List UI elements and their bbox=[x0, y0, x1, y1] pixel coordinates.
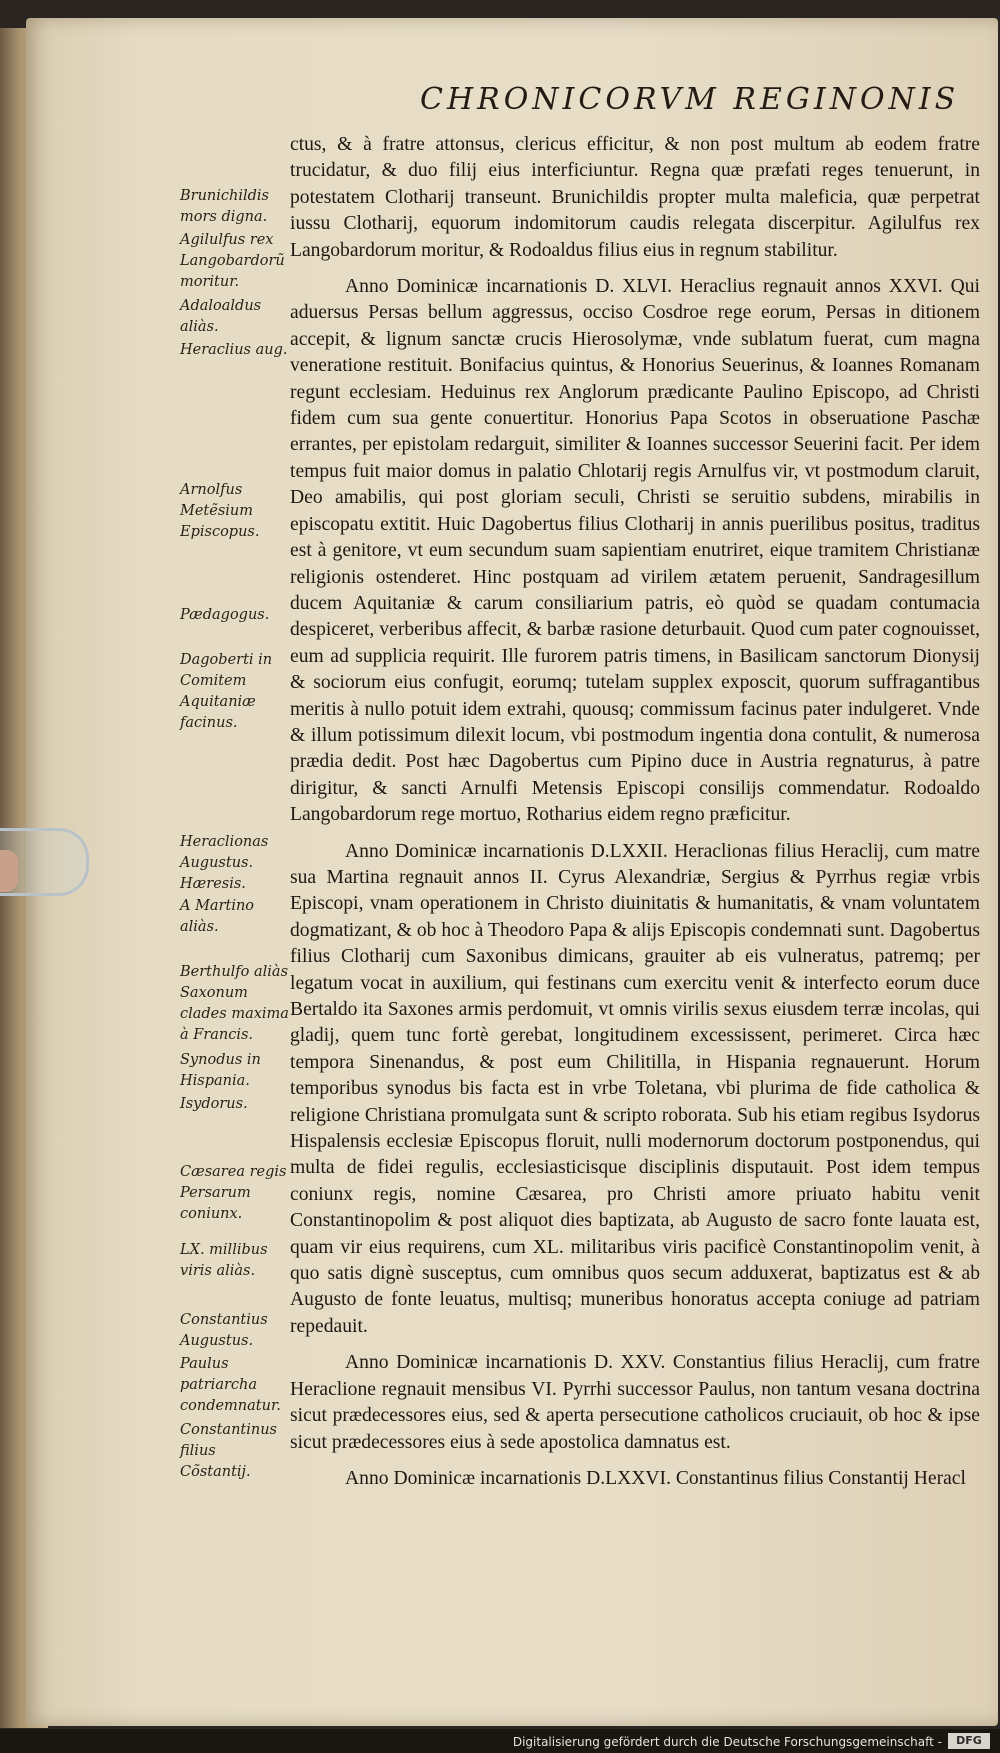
paragraph-1: ctus, & à fratre attonsus, clericus efficitur, & non post multum ab eodem fratre trucidatur, & duo filij eius interficiuntur. Regna quæ præfati reges tenuerunt, in potestatem Clotharij transeunt. Brunichildis propter multa maleficia, quæ perpetrat iussu Clotharij, equorum indomitorum caudis relegata discerpitur. Agilulfus rex Langobardorum moritur, & Rodoaldus filius eius in regnum stabilitur. bbox=[290, 134, 980, 261]
paragraph-4: Anno Dominicæ incarnationis D. XXV. Constantius filius Heraclij, cum fratre Heraclione regnauit mensibus VI. Pyrrhi successor Paulus, non tantum vesana doctrina sicut prædecessores eius, sed & aperta persecutione catholicos cruciauit, ob hoc & ipse sicut prædecessores eius à sede apostolica damnatus est. bbox=[290, 1352, 980, 1453]
margin-note-caesarea: Cæsarea regis Persarum coniunx. bbox=[180, 1164, 287, 1222]
thumb bbox=[0, 850, 18, 892]
margin-note-lx: LX. millibus viris aliàs. bbox=[180, 1242, 268, 1279]
paragraph-3: Anno Dominicæ incarnationis D.LXXII. Heraclionas filius Heraclij, cum matre sua Martina regnauit annos II. Cyrus Alexandriæ, Sergius & Pyrrhus regiæ vrbis Episcopi, vnam operationem in Christo diuinitatis & humanitatis, & vnam voluntatem dogmatizant, & ob hoc à Theodoro Papa & alijs Episcopis condemnati sunt. Dagobertus filius Clotharij cum Saxonibus dimicans, grauiter ab eis vulneratus, patremq; per legatum vocat in auxilium, qui festinans cum exercitu venit & interfecto eorum duce Bertaldo ita Saxones armis perdomuit, vt omnis virilis sexus eiusdem terræ incolas, qui gladij, quem tunc fortè gerebat, longitudinem excessissent, perimeret. Circa hæc tempora Sinenandus, & post eum Chilitilla, in Hispania regnauerunt. Horum temporibus synodus bis facta est in vrbe Toletana, vbi plurima de fide catholica & religione Christiana promulgata sunt & scripto roborata. Sub his etiam regibus Isydorus Hispalensis ecclesiæ Episcopus floruit, nulli modernorum doctorum postponendus, qui multa de fidei regulis, ecclesiasticisque disciplinis disputauit. Post idem tempus coniunx regis, nomine Cæsarea, pro Christi amore priuato habitu venit Constantinopolim & post aliquot dies baptizata, ab Augusto de sacro fonte lauata est, quam vir eius requirens, cum XL. militaribus viris pacificè Constantinopolim venit, à quo satis dignè susceptus, cum omnibus quos secum adduxerat, baptizatus est & ab Augusto de fonte leuatus, multisq; muneribus honoratus accepta coniuge ad patriam repedauit. bbox=[290, 840, 980, 1337]
dfg-logo: DFG bbox=[948, 1733, 990, 1749]
margin-note-paedagogus: Pædagogus. bbox=[180, 607, 270, 623]
margin-note-isydorus: Isydorus. bbox=[180, 1096, 248, 1112]
margin-note-paulus: Paulus patriarcha condemnatur. bbox=[180, 1356, 281, 1414]
margin-note-agilulfus: Agilulfus rex Langobardorũ moritur. bbox=[180, 232, 285, 290]
paragraph-2: Anno Dominicæ incarnationis D. XLVI. Heraclius regnauit annos XXVI. Qui aduersus Persas bellum aggressus, occiso Cosdroe rege eorum, Persas in ditionem accepit, & lignum sanctæ crucis Hierosolymæ, vnde sublatum fuerat, cum magna veneratione restituit. Bonifacius quintus, & Honorius Seuerinus, & Ioannes Romanam regunt ecclesiam. Heduinus rex Anglorum prædicante Paulino Episcopo, ad Christi fidem cum sua gente conuertitur. Honorius Papa Scotos in obseruatione Paschæ errantes, per epistolam redarguit, similiter & Ioannes successor Seuerini facit. Per idem tempus fuit maior domus in palatio Chlotarij regis Arnulfus vir, vt postmodum claruit, Deo amabilis, qui post gloriam seculi, Christi se seruitio subdens, mirabilis in episcopatu extitit. Huic Dagobertus filius Clotharij in annis puerilibus positus, traditus est à genitore, vt eum secundum suam sapientiam enutriret, eique tramitem Christianæ religionis ostenderet. Hinc postquam ad virilem ætatem peruenit, Sandragesillum ducem Aquitaniæ & carum consiliarium patris, eò quòd se quadam contumacia despiceret, verberibus affecit, & barbæ rasione deturbauit. Quod cum pater cognouisset, eum ad supplicia requirit. Ille furorem patris timens, in Basilicam sanctorum Dionysij & sociorum eius confugit, eorumq; tutelam supplex exposcit, quorum suffragantibus meritis à nullo potuit idem extrahi, quousq; commissum facinus pater indulgeret. Vnde & illum potissimum dilexit locum, vbi postmodum ingentia dona contulit, & numerosa prædia dedit. Post hæc Dagobertus cum Pipino duce in Austria regnaturus, à patre dirigitur, & sancti Arnulfi Metensis Episcopi consilijs commendatur. Rodoaldo Langobardorum rege mortuo, Rotharius eidem regno præficitur. bbox=[290, 276, 980, 826]
main-text bbox=[290, 132, 980, 1492]
footer-credit: Digitalisierung gefördert durch die Deutsche Forschungsgemeinschaft - bbox=[512, 1735, 942, 1749]
margin-note-haeresis: Hæresis. bbox=[180, 876, 246, 892]
margin-note-heraclius: Heraclius aug. bbox=[180, 342, 288, 358]
margin-note-brunichildis: Brunichildis mors digna. bbox=[180, 188, 269, 225]
margin-note-dagoberti: Dagoberti in Comitem Aquitaniæ facinus. bbox=[180, 652, 273, 731]
paragraph-5: Anno Dominicæ incarnationis D.LXXVI. Constantinus filius Constantij Heracl bbox=[345, 1467, 966, 1489]
margin-note-amartino: A Martino aliàs. bbox=[180, 898, 255, 935]
margin-note-constantinus: Constantinus filius Cõstantij. bbox=[180, 1422, 277, 1480]
margin-note-adaloaldus: Adaloaldus aliàs. bbox=[180, 298, 262, 335]
margin-note-berthulfo: Berthulfo aliàs Saxonum clades maxima à Francis. bbox=[180, 964, 289, 1043]
margin-note-synodus: Synodus in Hispania. bbox=[180, 1052, 261, 1089]
running-head: CHRONICORVM REGINONIS bbox=[420, 82, 960, 117]
margin-note-arnolfus: Arnolfus Metẽsium Episcopus. bbox=[180, 482, 260, 540]
margin-note-constantius: Constantius Augustus. bbox=[180, 1312, 268, 1349]
margin-note-heraclionas: Heraclionas Augustus. bbox=[180, 834, 269, 871]
